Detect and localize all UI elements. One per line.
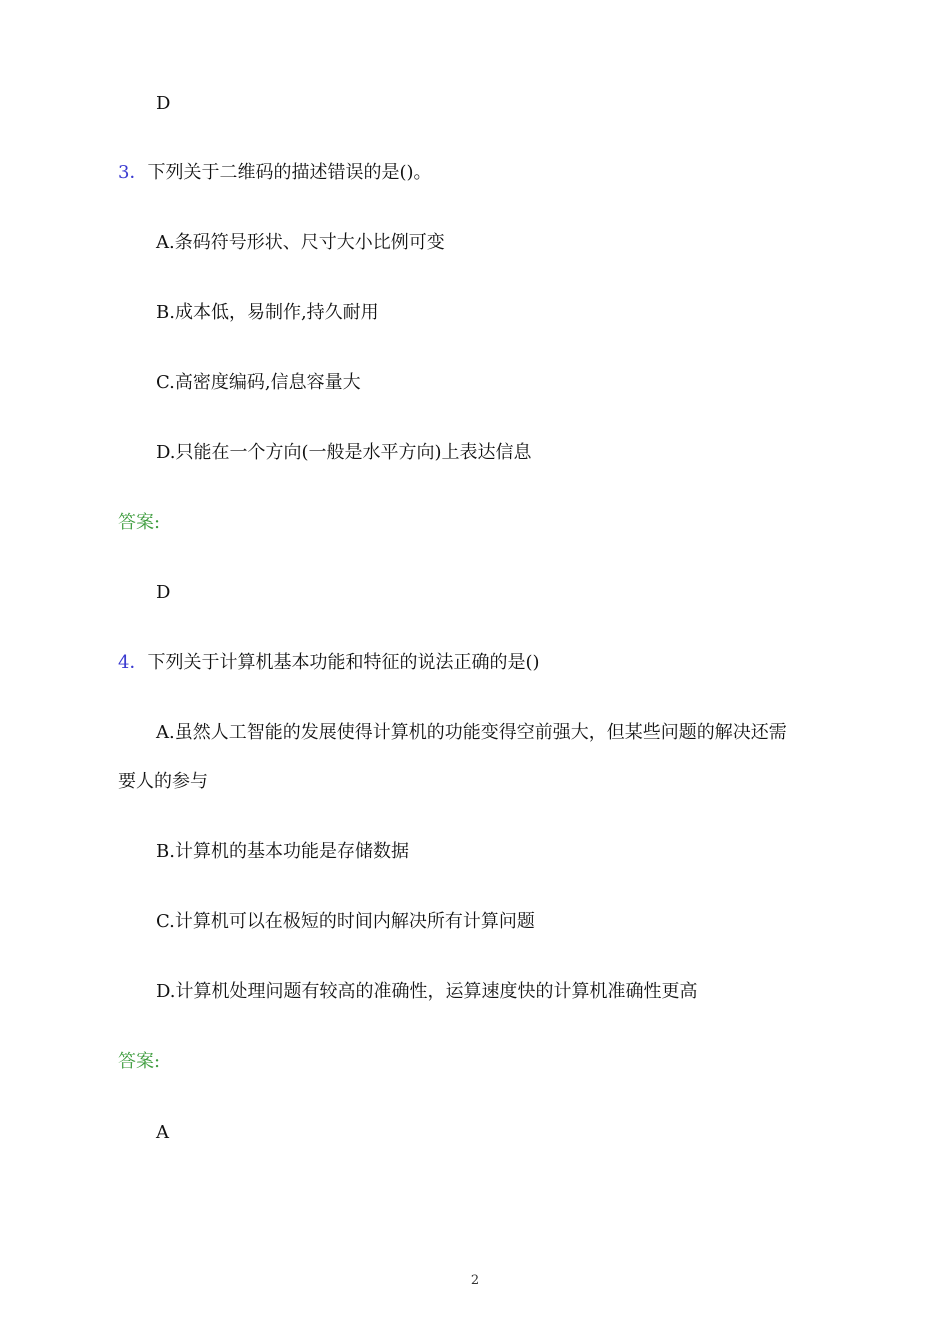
question-3-option-c: C.高密度编码,信息容量大: [156, 372, 361, 393]
question-3-number: 3: [118, 162, 130, 183]
question-4-option-b: B.计算机的基本功能是存储数据: [156, 841, 409, 862]
question-3-separator: ．: [129, 162, 148, 183]
question-4-option-a-continuation: 要人的参与: [118, 771, 208, 792]
question-4-answer-value: A: [156, 1122, 169, 1143]
question-3-stem-line: [118, 161, 432, 185]
question-4-stem-line: [118, 651, 540, 675]
question-3-answer-label: 答案:: [118, 512, 161, 533]
question-3-stem: 下列关于二维码的描述错误的是()。: [147, 162, 432, 183]
question-4-number: 4: [118, 652, 130, 673]
page-number: 2: [470, 1273, 480, 1288]
question-4-stem: 下列关于计算机基本功能和特征的说法正确的是(): [147, 652, 540, 673]
question-4-separator: ．: [129, 652, 148, 673]
question-4-option-c: C.计算机可以在极短的时间内解决所有计算问题: [156, 911, 535, 932]
question-3-answer-value: D: [156, 582, 171, 603]
question-3-option-a: A.条码符号形状、尺寸大小比例可变: [156, 232, 445, 253]
question-4-option-d: D.计算机处理问题有较高的准确性，运算速度快的计算机准确性更高: [156, 981, 698, 1002]
question-4-answer-label: 答案:: [118, 1051, 161, 1072]
question-3-option-b: B.成本低，易制作,持久耐用: [156, 302, 379, 323]
question-4-option-a: A.虽然人工智能的发展使得计算机的功能变得空前强大，但某些问题的解决还需: [156, 722, 787, 743]
question-3-option-d: D.只能在一个方向(一般是水平方向)上表达信息: [156, 442, 532, 463]
previous-answer-value: D: [156, 93, 171, 114]
